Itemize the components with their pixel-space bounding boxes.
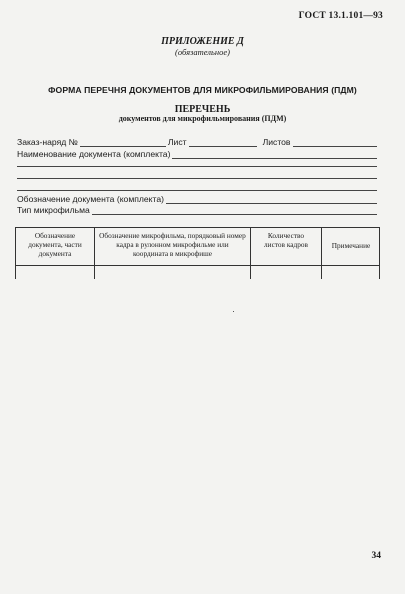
microfilm-type-label: Тип микрофильма [17,205,90,215]
form-title: ФОРМА ПЕРЕЧНЯ ДОКУМЕНТОВ ДЛЯ МИКРОФИЛЬМИРОВАНИЯ (ПДМ) [48,85,357,95]
table-header-border [15,265,380,266]
documents-table [15,227,380,279]
order-label: Заказ-наряд № [17,137,78,147]
scan-speck [233,311,234,312]
microfilm-type-field[interactable] [92,205,377,215]
list-title: ПЕРЕЧЕНЬ [174,104,231,115]
table-header-doc-designation: Обозначение документа, части документа [28,231,82,258]
table-top-border [15,227,380,228]
order-row [17,135,377,147]
doc-name-line-2[interactable] [17,166,377,167]
table-border-right [379,227,380,279]
sheets-label: Листов [262,137,291,147]
table-column-divider [250,227,251,279]
table-border-left [15,227,16,279]
annex-status: (обязательное) [175,47,230,57]
doc-designation-label: Обозначение документа (комплекта) [17,194,165,204]
table-header-quantity: Количество листов кадров [264,231,308,249]
page-number: 34 [371,551,381,561]
table-header-note: Примечание [331,241,371,250]
doc-name-label: Наименование документа (комплекта) [17,149,171,159]
doc-name-field[interactable] [172,149,377,159]
doc-name-line-3[interactable] [17,178,377,179]
table-header-microfilm-designation: Обозначение микрофильма, порядковый номер кадра в рулонном микрофильме или координата в микрофише [99,231,246,258]
sheet-label: Лист [167,137,187,147]
sheet-field[interactable] [189,137,257,147]
list-subtitle: документов для микрофильмирования (ПДМ) [118,114,287,123]
doc-name-row [17,147,377,159]
microfilm-type-row [17,203,377,215]
sheets-field[interactable] [293,137,378,147]
order-number-field[interactable] [80,137,166,147]
doc-name-line-4[interactable] [17,190,377,191]
annex-title: ПРИЛОЖЕНИЕ Д [161,36,244,47]
table-column-divider [321,227,322,279]
table-column-divider [94,227,95,279]
standard-code: ГОСТ 13.1.101—93 [298,11,383,21]
